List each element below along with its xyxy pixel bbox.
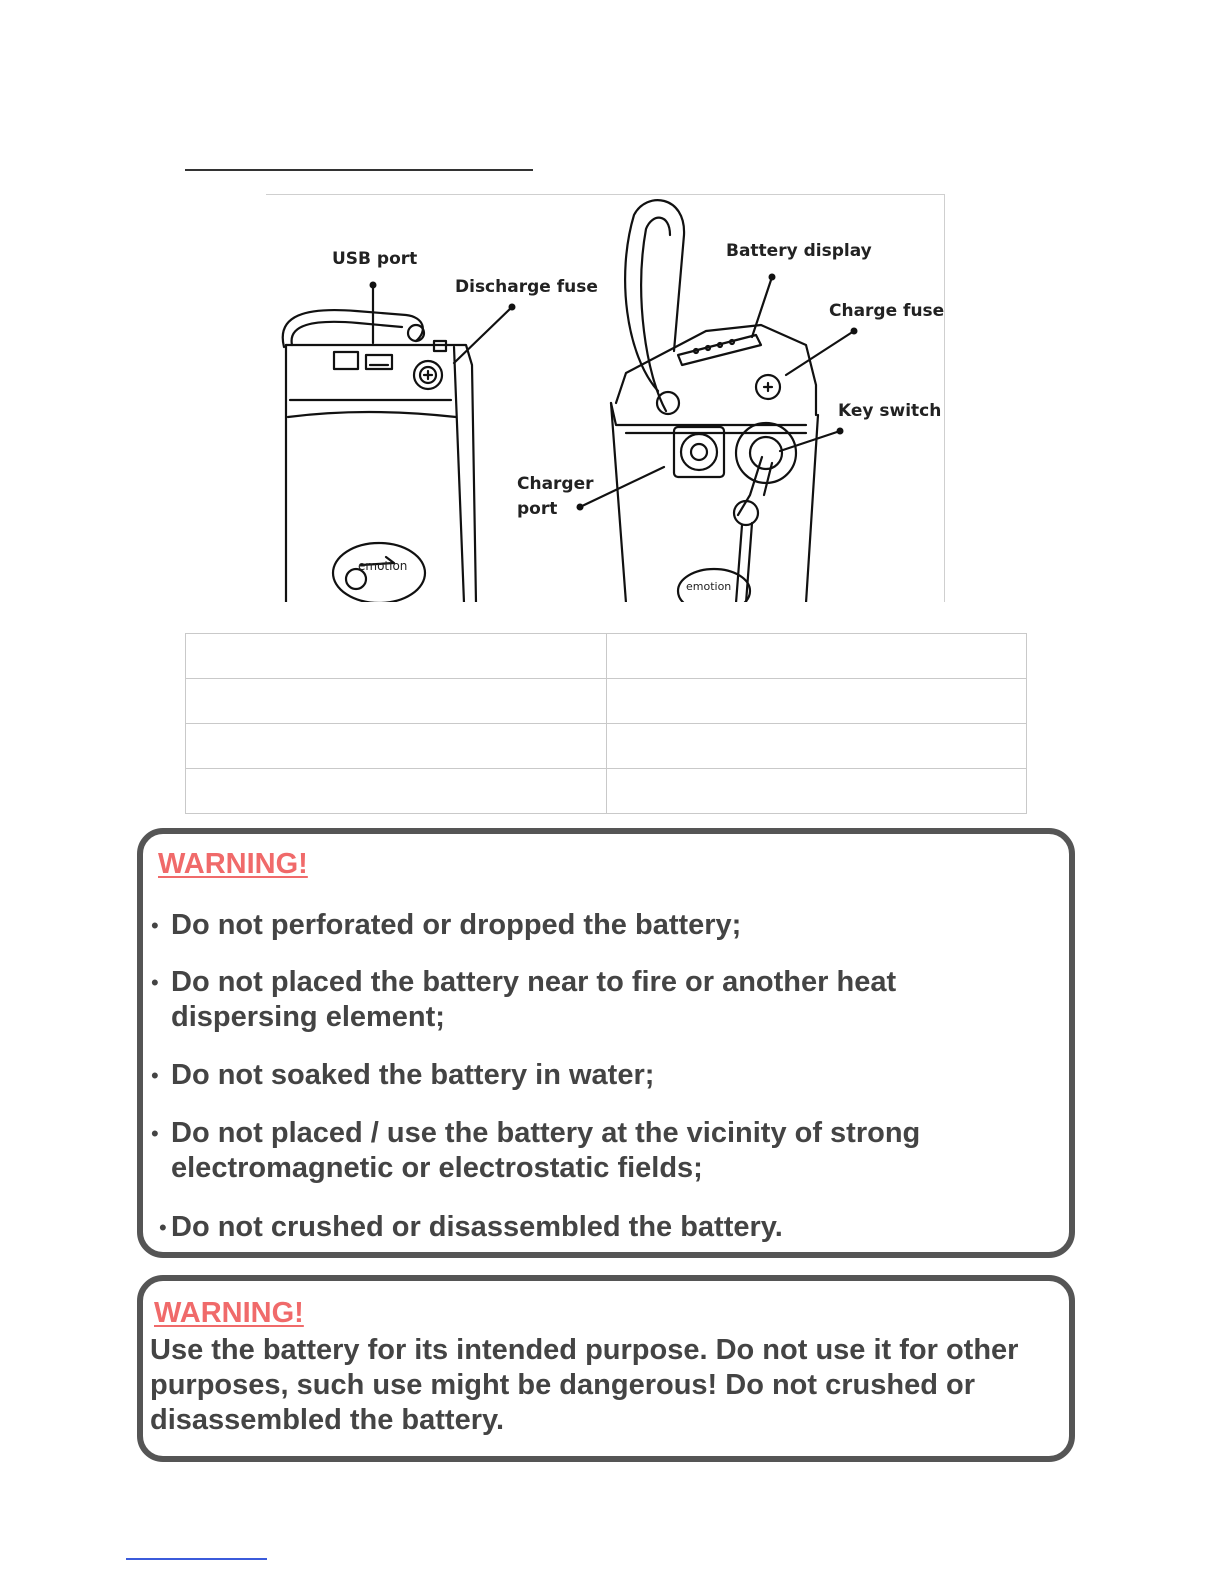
table-cell [186,724,607,769]
warning-box-safety [137,828,1075,1258]
list-item-text: Do not placed the battery near to fire or another heat dispersing element; [171,966,897,1033]
spec-table [185,633,1027,814]
key-switch-label: Key switch [838,401,942,421]
list-item [151,1058,1051,1093]
discharge-fuse-label: Discharge fuse [455,277,598,297]
bullet-icon: • [151,1063,159,1088]
warning-text: Use the battery for its intended purpose. Do not use it for other purposes, such use might be dangerous! Do not crushed or disassembled the battery. [150,1334,1019,1436]
table-cell [606,724,1027,769]
charger-port-label-line1: Charger [517,474,594,494]
table-row [186,769,1027,814]
bullet-icon: • [151,913,159,938]
list-item-text: Do not placed / use the battery at the vicinity of strong electromagnetic or electrostatic fields; [171,1117,921,1184]
list-item [159,1210,1051,1245]
table-cell [186,634,607,679]
table-cell [606,679,1027,724]
table-row [186,724,1027,769]
logo-left-text: emotion [358,559,408,573]
list-item [151,1116,971,1186]
bullet-icon: • [151,970,159,995]
charge-fuse-label: Charge fuse [829,301,945,321]
warning-box-usage [137,1275,1075,1462]
bullet-icon: • [159,1215,167,1240]
logo-right-text: emotion [686,580,732,593]
list-item-text: Do not crushed or disassembled the battery. [171,1211,783,1243]
footnote-rule [126,1558,267,1560]
charger-port-label-line2: port [517,499,558,519]
battery-diagram [266,194,945,602]
list-item-text: Do not soaked the battery in water; [171,1059,655,1091]
usb-port-label: USB port [332,249,418,269]
table-cell [186,769,607,814]
list-item [151,908,1051,943]
table-cell [606,634,1027,679]
warning-title: WARNING! [158,848,308,880]
list-item-text: Do not perforated or dropped the battery; [171,909,742,941]
bullet-icon: • [151,1121,159,1146]
list-item [151,965,951,1035]
table-row [186,634,1027,679]
battery-display-label: Battery display [726,241,872,261]
header-rule [185,169,533,171]
table-cell [606,769,1027,814]
warning-title: WARNING! [154,1297,304,1329]
table-cell [186,679,607,724]
table-row [186,679,1027,724]
